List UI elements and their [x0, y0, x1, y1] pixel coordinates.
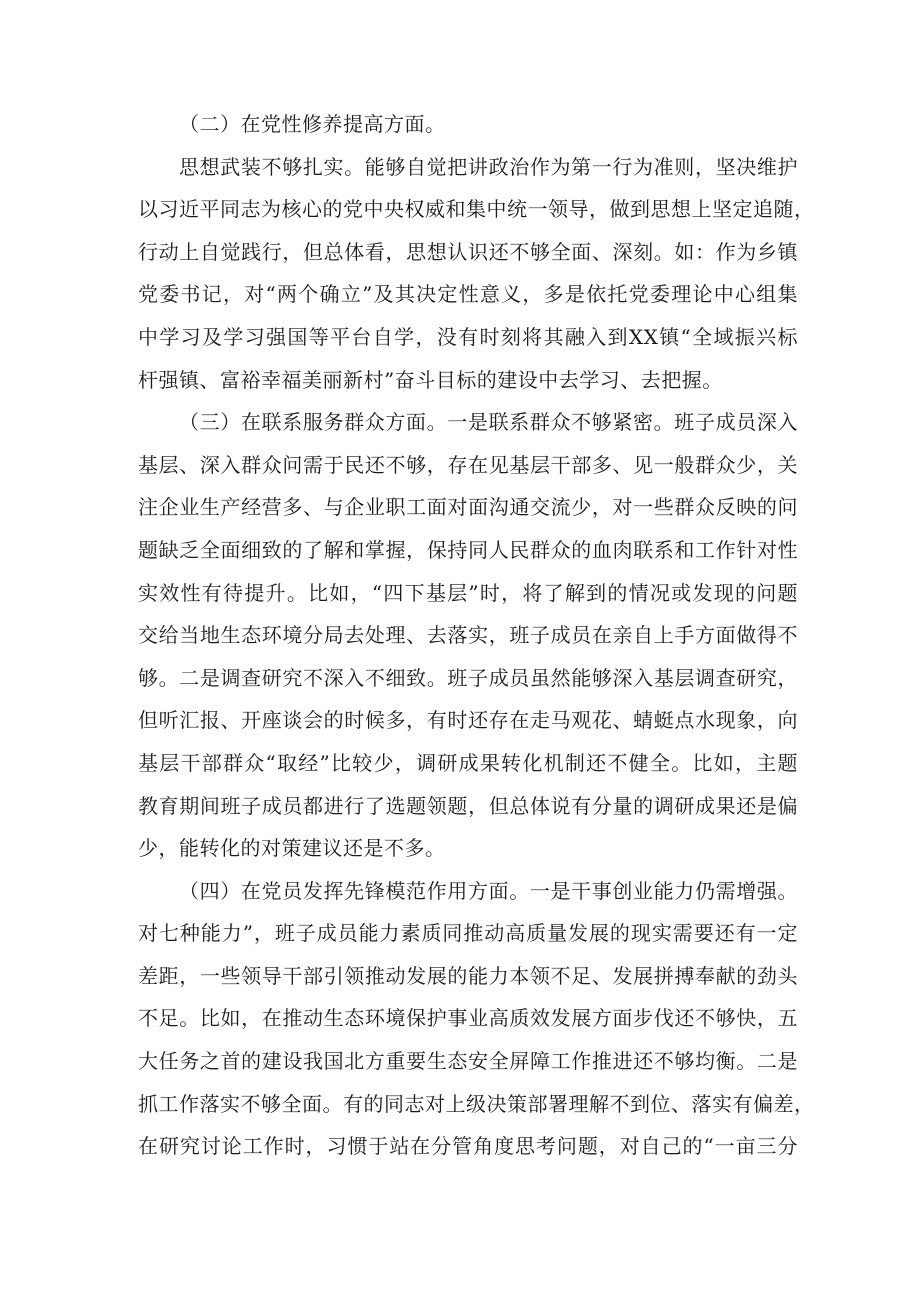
text-line: 交给当地生态环境分局去处理、去落实，班子成员在亲自上手方面做得不 [138, 623, 798, 648]
text-line: 以习近平同志为核心的党中央权威和集中统一领导，做到思想上坚定追随， [138, 197, 815, 222]
text-line: （二）在党性修养提高方面。 [179, 112, 446, 136]
text-line: 大任务之首的建设我国北方重要生态安全屏障工作推进还不够均衡。二是 [138, 1049, 798, 1074]
text-line: 但听汇报、开座谈会的时候多，有时还存在走马观花、蜻蜓点水现象，向 [138, 708, 798, 733]
text-line: 对七种能力”，班子成员能力素质同推动高质量发展的现实需要还有一定 [138, 921, 798, 946]
text-line: 不足。比如，在推动生态环境保护事业高质效发展方面步伐还不够快，五 [138, 1006, 798, 1031]
text-line: 抓工作落实不够全面。有的同志对上级决策部署理解不到位、落实有偏差， [138, 1091, 815, 1116]
text-line: 在研究讨论工作时，习惯于站在分管角度思考问题，对自己的“一亩三分 [138, 1134, 798, 1159]
text-line: 中学习及学习强国等平台自学，没有时刻将其融入到XX镇“全域振兴标 [138, 324, 798, 349]
text-line: 基层、深入群众问需于民还不够，存在见基层干部多、见一般群众少，关 [138, 452, 798, 477]
text-line: 党委书记，对“两个确立”及其决定性意义，多是依托党委理论中心组集 [138, 282, 798, 307]
document-body [138, 103, 815, 1168]
text-line: 题缺乏全面细致的了解和掌握，保持同人民群众的血肉联系和工作针对性 [138, 537, 798, 562]
text-line: 注企业生产经营多、与企业职工面对面沟通交流少，对一些群众反映的问 [138, 495, 798, 520]
text-line: （三）在联系服务群众方面。一是联系群众不够紧密。班子成员深入 [179, 410, 798, 435]
text-line: 少，能转化的对策建议还是不多。 [138, 836, 446, 861]
text-line: 基层干部群众“取经”比较少，调研成果转化机制还不健全。比如，主题 [138, 750, 798, 775]
text-line: （四）在党员发挥先锋模范作用方面。一是干事创业能力仍需增强。 [179, 878, 798, 903]
text-line: 教育期间班子成员都进行了选题领题，但总体说有分量的调研成果还是偏 [138, 793, 798, 818]
text-line: 行动上自觉践行，但总体看，思想认识还不够全面、深刻。如：作为乡镇 [138, 239, 798, 264]
text-line: 思想武装不够扎实。能够自觉把讲政治作为第一行为准则，坚决维护 [179, 154, 798, 179]
text-line: 杆强镇、富裕幸福美丽新村”奋斗目标的建设中去学习、去把握。 [138, 367, 723, 392]
text-line: 够。二是调查研究不深入不细致。班子成员虽然能够深入基层调查研究， [138, 665, 798, 690]
text-line: 实效性有待提升。比如，“四下基层”时，将了解到的情况或发现的问题 [138, 580, 798, 605]
text-line: 差距，一些领导干部引领推动发展的能力本领不足、发展拼搏奉献的劲头 [138, 963, 798, 988]
